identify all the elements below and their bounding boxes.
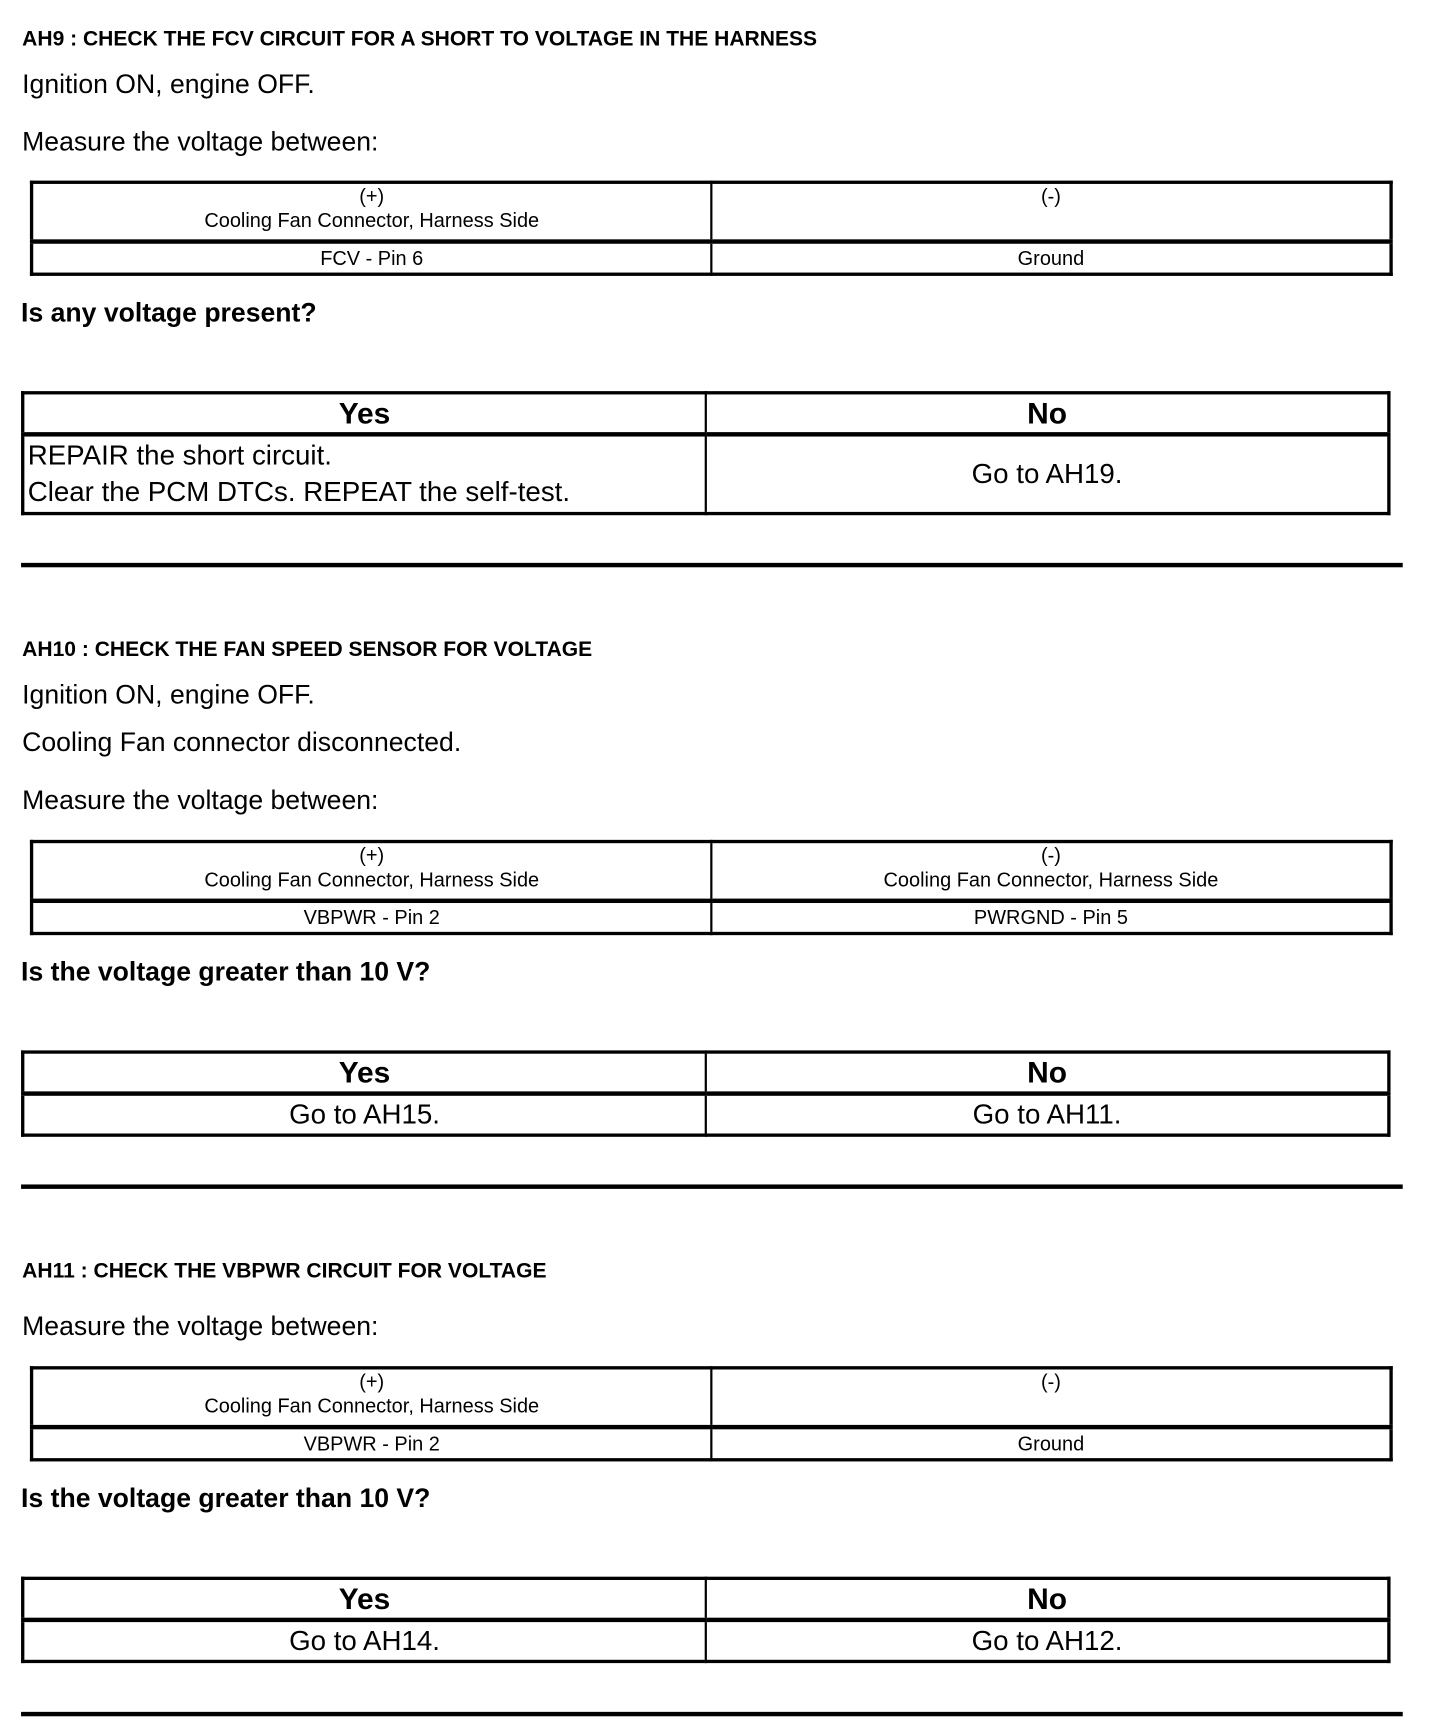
no-action: Go to AH12.: [706, 1620, 1389, 1662]
no-header: No: [706, 393, 1389, 435]
plus-location: Cooling Fan Connector, Harness Side: [204, 209, 540, 232]
plus-location: Cooling Fan Connector, Harness Side: [204, 868, 540, 891]
measure-table: [30, 840, 1393, 935]
plus-label: (+): [359, 844, 385, 867]
minus-label: (-): [1040, 1370, 1061, 1393]
minus-header-cell: [711, 842, 1391, 901]
yes-action: [23, 434, 706, 513]
step-title-ah10: AH10 : CHECK THE FAN SPEED SENSOR FOR VOLTAGE: [22, 638, 593, 662]
plus-header-cell: [32, 842, 712, 901]
yes-header: Yes: [23, 393, 706, 435]
minus-value: Ground: [711, 1427, 1391, 1460]
plus-value: VBPWR - Pin 2: [32, 901, 712, 934]
no-action: Go to AH19.: [706, 434, 1389, 513]
no-header: No: [706, 1052, 1389, 1094]
yes-header: Yes: [23, 1052, 706, 1094]
section-divider: [21, 1712, 1403, 1716]
measure-table: [30, 181, 1393, 276]
yes-action: Go to AH14.: [23, 1620, 706, 1662]
plus-header-cell: [32, 182, 712, 241]
result-table: [21, 1050, 1390, 1136]
plus-value: VBPWR - Pin 2: [32, 1427, 712, 1460]
step-title-ah9: AH9 : CHECK THE FCV CIRCUIT FOR A SHORT TO VOLTAGE IN THE HARNESS: [22, 27, 818, 51]
yes-action: Go to AH15.: [23, 1094, 706, 1136]
result-table: [21, 391, 1390, 515]
plus-value: FCV - Pin 6: [32, 242, 712, 275]
question: Is any voltage present?: [21, 298, 317, 328]
yes-action-line: REPAIR the short circuit.: [27, 439, 332, 471]
question: Is the voltage greater than 10 V?: [21, 957, 431, 988]
yes-header: Yes: [23, 1578, 706, 1620]
plus-location: Cooling Fan Connector, Harness Side: [204, 1394, 540, 1418]
yes-action-line: Clear the PCM DTCs. REPEAT the self-test.: [27, 476, 571, 508]
step-title-ah11: AH11 : CHECK THE VBPWR CIRCUIT FOR VOLTAGE: [22, 1259, 547, 1284]
section-divider: [21, 563, 1403, 567]
minus-value: PWRGND - Pin 5: [711, 901, 1391, 934]
minus-label: (-): [1040, 844, 1061, 867]
no-action: Go to AH11.: [706, 1094, 1389, 1136]
measure-label: Measure the voltage between:: [22, 1311, 379, 1342]
plus-header-cell: [32, 1368, 712, 1427]
no-header: No: [706, 1578, 1389, 1620]
condition-text: Ignition ON, engine OFF.: [22, 69, 315, 100]
minus-header-cell: [711, 182, 1391, 241]
plus-label: (+): [359, 185, 385, 208]
minus-header-cell: [711, 1368, 1391, 1427]
plus-label: (+): [359, 1370, 385, 1393]
minus-value: Ground: [711, 242, 1391, 275]
question: Is the voltage greater than 10 V?: [21, 1483, 431, 1514]
minus-location: Cooling Fan Connector, Harness Side: [883, 868, 1219, 891]
result-table: [21, 1577, 1390, 1663]
condition-text: Ignition ON, engine OFF.: [22, 680, 315, 711]
section-divider: [21, 1184, 1403, 1188]
condition-text: Cooling Fan connector disconnected.: [22, 727, 462, 758]
minus-label: (-): [1040, 185, 1061, 208]
measure-label: Measure the voltage between:: [22, 785, 379, 816]
measure-label: Measure the voltage between:: [22, 127, 379, 158]
measure-table: [30, 1366, 1393, 1461]
